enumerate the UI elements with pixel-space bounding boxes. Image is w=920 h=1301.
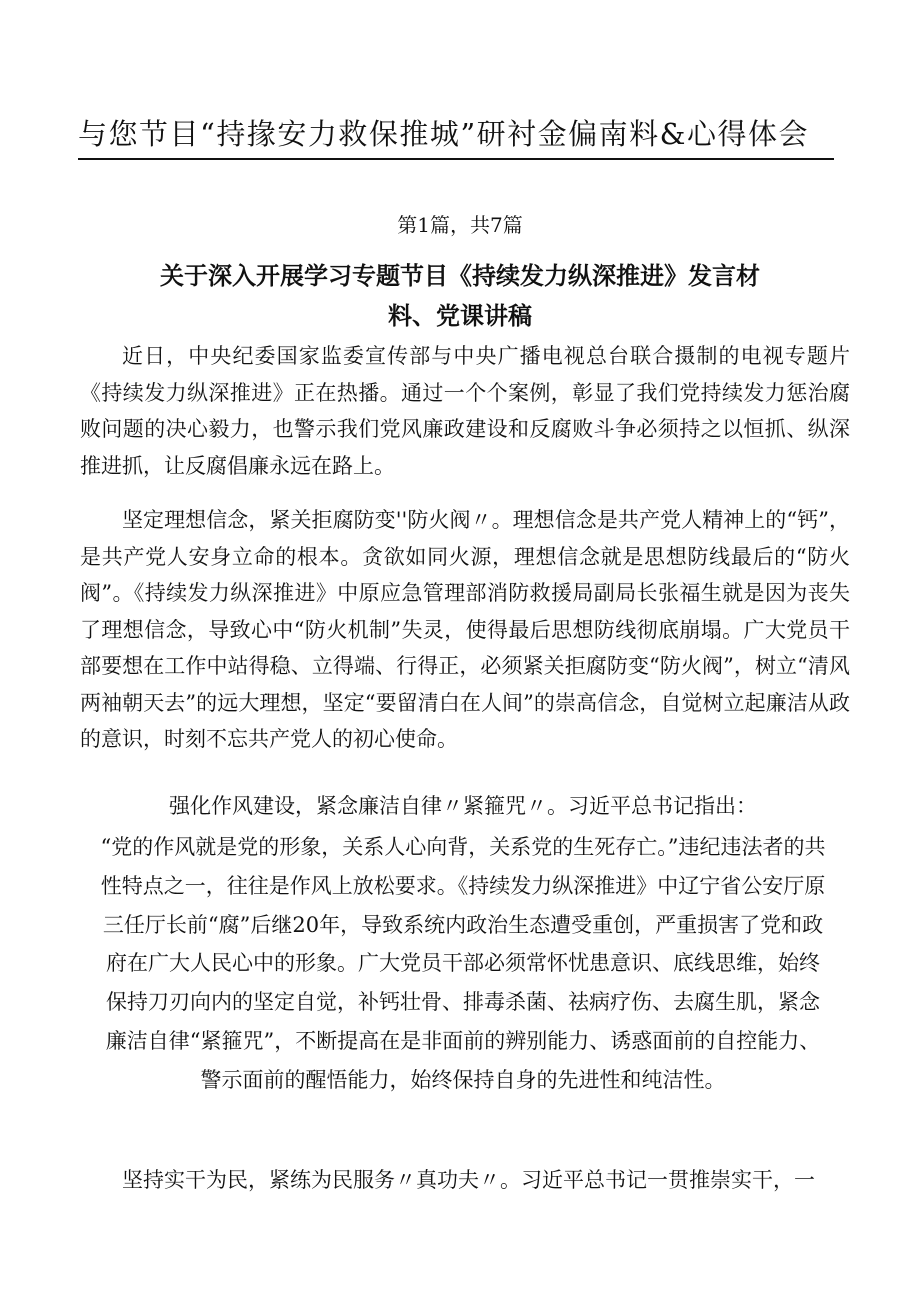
article-counter: 第1篇，共7篇	[397, 213, 523, 237]
article-title: 关于深入开展学习专题节目《持续发力纵深推进》发言材料、党课讲稿	[160, 262, 760, 330]
paragraph-style-body: “党的作风就是党的形象，关系人心向背，关系党的生死存亡。”违纪违法者的共性特点之一，往往是作风上放松要求。《持续发力纵深推进》中辽宁省公安厅原三任厅长前“腐”后继20年，导致系统内政治生态遭受重创，严重损害了党和政府在广大人民心中的形象。广大党员干部必须常怀忧患意识、底线思维，始终保持刀刃向内的坚定自觉，补钙壮骨、排毒杀菌、祛病疗伤、去腐生肌，紧念廉洁自律“紧箍咒”，不断提高在是非面前的辨别能力、诱惑面前的自控能力、警示面前的醒悟能力，始终保持自身的先进性和纯洁性。	[100, 835, 826, 1092]
paragraph-practical: 坚持实干为民，紧练为民服务〃真功夫〃。习近平总书记一贯推崇实干，一	[122, 1168, 815, 1192]
paragraph-style-heading: 强化作风建设，紧念廉洁自律〃紧箍咒〃。习近平总书记指出：	[169, 794, 757, 818]
document-title: 与您节目“持掾安力救保推城”研衬金偏南料&心得体会	[78, 112, 834, 160]
paragraph-intro: 近日，中央纪委国家监委宣传部与中央广播电视总台联合摄制的电视专题片《持续发力纵深推进》正在热播。通过一个个案例，彰显了我们党持续发力惩治腐败问题的决心毅力，也警示我们党风廉政建设和反腐败斗争必须持之以恒抓、纵深推进抓，让反腐倡廉永远在路上。	[80, 344, 850, 478]
paragraph-ideals: 坚定理想信念，紧关拒腐防变''防火阀〃。理想信念是共产党人精神上的“钙”，是共产党人安身立命的根本。贪欲如同火源，理想信念就是思想防线最后的“防火阀”。《持续发力纵深推进》中原应急管理部消防救援局副局长张福生就是因为丧失了理想信念，导致心中“防火机制”失灵，使得最后思想防线彻底崩塌。广大党员干部要想在工作中站得稳、立得端、行得正，必须紧关拒腐防变“防火阀”，树立“清风两袖朝天去”的远大理想，坚定“要留清白在人间”的崇高信念，自觉树立起廉洁从政的意识，时刻不忘共产党人的初心使命。	[80, 508, 850, 751]
